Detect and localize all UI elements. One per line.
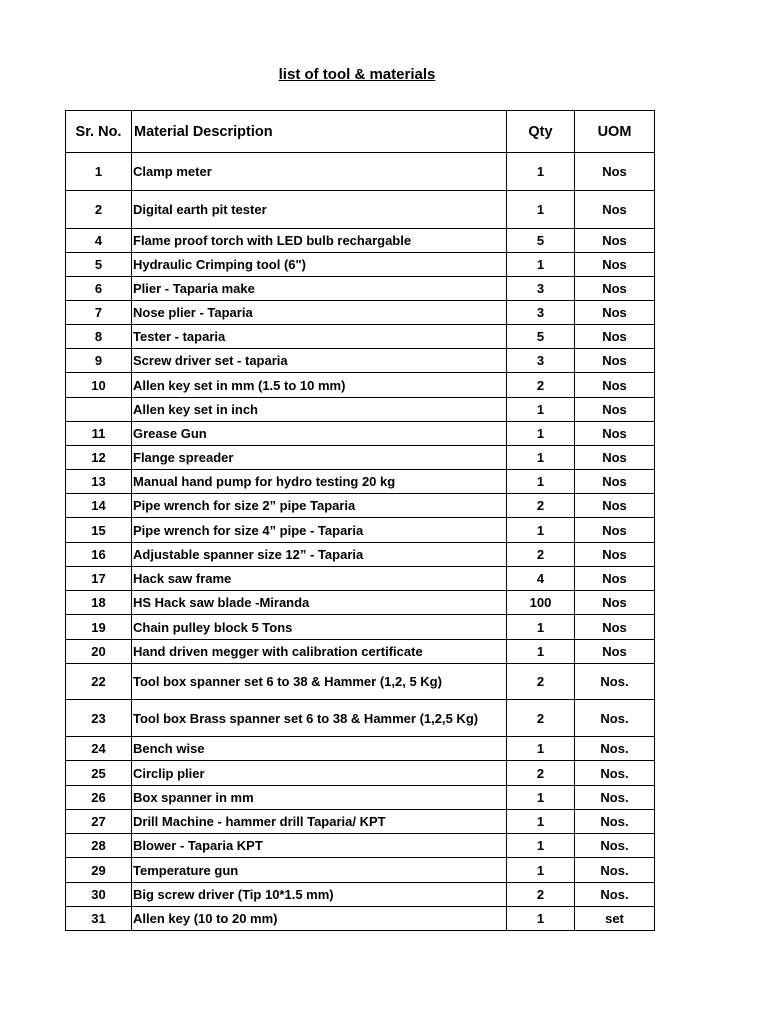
cell-uom: Nos: [575, 494, 655, 518]
cell-material-description: Allen key set in mm (1.5 to 10 mm): [132, 373, 507, 398]
cell-material-description: Hack saw frame: [132, 567, 507, 591]
table-row: [66, 907, 655, 931]
cell-sr-no: 22: [66, 664, 132, 700]
cell-material-description: Temperature gun: [132, 858, 507, 883]
table-row: [66, 277, 655, 301]
cell-qty: 2: [507, 494, 575, 518]
cell-sr-no: 16: [66, 543, 132, 567]
cell-uom: Nos: [575, 373, 655, 398]
cell-material-description: Box spanner in mm: [132, 786, 507, 810]
cell-qty: 3: [507, 349, 575, 373]
table-row: [66, 229, 655, 253]
cell-uom: Nos: [575, 191, 655, 229]
cell-qty: 2: [507, 761, 575, 786]
table-row: [66, 494, 655, 518]
table-body: [66, 153, 655, 931]
materials-table: [65, 110, 655, 931]
table-row: [66, 883, 655, 907]
table-row: [66, 834, 655, 858]
cell-uom: Nos.: [575, 810, 655, 834]
cell-sr-no: 5: [66, 253, 132, 277]
cell-material-description: Bench wise: [132, 737, 507, 761]
table-row: [66, 615, 655, 640]
cell-sr-no: 14: [66, 494, 132, 518]
cell-material-description: Nose plier - Taparia: [132, 301, 507, 325]
cell-qty: 2: [507, 664, 575, 700]
table-row: [66, 446, 655, 470]
cell-qty: 2: [507, 700, 575, 737]
cell-uom: Nos.: [575, 858, 655, 883]
table-row: [66, 422, 655, 446]
cell-sr-no: 29: [66, 858, 132, 883]
cell-qty: 1: [507, 834, 575, 858]
cell-sr-no: 20: [66, 640, 132, 664]
cell-qty: 1: [507, 737, 575, 761]
header-sr-no: Sr. No.: [66, 111, 132, 153]
cell-uom: Nos: [575, 591, 655, 615]
cell-qty: 1: [507, 810, 575, 834]
header-qty: Qty: [507, 111, 575, 153]
cell-sr-no: 1: [66, 153, 132, 191]
cell-material-description: Allen key (10 to 20 mm): [132, 907, 507, 931]
cell-material-description: Chain pulley block 5 Tons: [132, 615, 507, 640]
table-row: [66, 591, 655, 615]
cell-material-description: HS Hack saw blade -Miranda: [132, 591, 507, 615]
cell-uom: Nos: [575, 253, 655, 277]
cell-uom: Nos: [575, 567, 655, 591]
table-row: [66, 153, 655, 191]
cell-sr-no: 9: [66, 349, 132, 373]
header-material-description: Material Description: [132, 111, 507, 153]
cell-sr-no: 23: [66, 700, 132, 737]
cell-uom: Nos: [575, 543, 655, 567]
cell-qty: 2: [507, 373, 575, 398]
cell-qty: 1: [507, 253, 575, 277]
cell-sr-no: 4: [66, 229, 132, 253]
cell-sr-no: 18: [66, 591, 132, 615]
table-row: [66, 786, 655, 810]
cell-sr-no: 25: [66, 761, 132, 786]
table-header-row: [66, 111, 655, 153]
document-title: list of tool & materials: [278, 66, 436, 83]
cell-uom: Nos: [575, 615, 655, 640]
table-row: [66, 191, 655, 229]
cell-sr-no: 10: [66, 373, 132, 398]
cell-material-description: Tool box Brass spanner set 6 to 38 & Hammer (1,2,5 Kg): [132, 700, 507, 737]
cell-qty: 1: [507, 786, 575, 810]
table-row: [66, 543, 655, 567]
table-row: [66, 349, 655, 373]
cell-uom: Nos: [575, 446, 655, 470]
cell-material-description: Tester - taparia: [132, 325, 507, 349]
cell-uom: Nos.: [575, 700, 655, 737]
table-row: [66, 567, 655, 591]
table-row: [66, 398, 655, 422]
table-row: [66, 640, 655, 664]
cell-material-description: Adjustable spanner size 12” - Taparia: [132, 543, 507, 567]
cell-qty: 1: [507, 470, 575, 494]
cell-material-description: Flange spreader: [132, 446, 507, 470]
cell-uom: Nos: [575, 349, 655, 373]
cell-qty: 3: [507, 301, 575, 325]
cell-uom: Nos: [575, 640, 655, 664]
cell-material-description: Digital earth pit tester: [132, 191, 507, 229]
cell-qty: 1: [507, 518, 575, 543]
cell-sr-no: 13: [66, 470, 132, 494]
cell-qty: 2: [507, 883, 575, 907]
table-row: [66, 470, 655, 494]
cell-uom: Nos.: [575, 737, 655, 761]
cell-sr-no: 12: [66, 446, 132, 470]
cell-sr-no: 28: [66, 834, 132, 858]
table-row: [66, 664, 655, 700]
cell-material-description: Hydraulic Crimping tool (6"): [132, 253, 507, 277]
cell-material-description: Pipe wrench for size 4” pipe - Taparia: [132, 518, 507, 543]
cell-material-description: Manual hand pump for hydro testing 20 kg: [132, 470, 507, 494]
table-row: [66, 253, 655, 277]
cell-uom: Nos: [575, 470, 655, 494]
cell-material-description: Tool box spanner set 6 to 38 & Hammer (1,2, 5 Kg): [132, 664, 507, 700]
cell-qty: 1: [507, 446, 575, 470]
cell-qty: 1: [507, 615, 575, 640]
cell-sr-no: 7: [66, 301, 132, 325]
cell-uom: Nos: [575, 398, 655, 422]
cell-qty: 5: [507, 325, 575, 349]
cell-uom: Nos: [575, 277, 655, 301]
cell-sr-no: 11: [66, 422, 132, 446]
table-row: [66, 700, 655, 737]
table-row: [66, 810, 655, 834]
cell-qty: 2: [507, 543, 575, 567]
cell-sr-no: 8: [66, 325, 132, 349]
cell-uom: Nos: [575, 422, 655, 446]
cell-material-description: Grease Gun: [132, 422, 507, 446]
cell-sr-no: 31: [66, 907, 132, 931]
cell-qty: 1: [507, 640, 575, 664]
cell-material-description: Plier - Taparia make: [132, 277, 507, 301]
cell-material-description: Circlip plier: [132, 761, 507, 786]
cell-qty: 1: [507, 422, 575, 446]
cell-sr-no: 17: [66, 567, 132, 591]
cell-uom: Nos: [575, 153, 655, 191]
cell-qty: 5: [507, 229, 575, 253]
cell-sr-no: 30: [66, 883, 132, 907]
cell-qty: 100: [507, 591, 575, 615]
cell-material-description: Pipe wrench for size 2” pipe Taparia: [132, 494, 507, 518]
table-row: [66, 325, 655, 349]
table-row: [66, 301, 655, 325]
cell-qty: 1: [507, 398, 575, 422]
cell-sr-no: 19: [66, 615, 132, 640]
cell-qty: 4: [507, 567, 575, 591]
cell-uom: Nos.: [575, 664, 655, 700]
cell-uom: Nos.: [575, 761, 655, 786]
cell-uom: Nos: [575, 301, 655, 325]
cell-qty: 1: [507, 153, 575, 191]
cell-uom: Nos.: [575, 834, 655, 858]
cell-material-description: Blower - Taparia KPT: [132, 834, 507, 858]
cell-uom: Nos: [575, 518, 655, 543]
cell-qty: 1: [507, 191, 575, 229]
table-row: [66, 858, 655, 883]
cell-material-description: Hand driven megger with calibration certificate: [132, 640, 507, 664]
cell-sr-no: 24: [66, 737, 132, 761]
cell-qty: 1: [507, 907, 575, 931]
cell-uom: Nos.: [575, 883, 655, 907]
cell-uom: Nos: [575, 325, 655, 349]
cell-uom: set: [575, 907, 655, 931]
table-row: [66, 518, 655, 543]
cell-material-description: Clamp meter: [132, 153, 507, 191]
cell-qty: 1: [507, 858, 575, 883]
table-row: [66, 761, 655, 786]
header-uom: UOM: [575, 111, 655, 153]
cell-material-description: Screw driver set - taparia: [132, 349, 507, 373]
cell-material-description: Allen key set in inch: [132, 398, 507, 422]
cell-sr-no: [66, 398, 132, 422]
cell-qty: 3: [507, 277, 575, 301]
table-row: [66, 373, 655, 398]
cell-sr-no: 27: [66, 810, 132, 834]
cell-uom: Nos.: [575, 786, 655, 810]
cell-material-description: Big screw driver (Tip 10*1.5 mm): [132, 883, 507, 907]
cell-material-description: Drill Machine - hammer drill Taparia/ KPT: [132, 810, 507, 834]
cell-sr-no: 15: [66, 518, 132, 543]
cell-sr-no: 6: [66, 277, 132, 301]
table-row: [66, 737, 655, 761]
cell-uom: Nos: [575, 229, 655, 253]
cell-sr-no: 26: [66, 786, 132, 810]
cell-sr-no: 2: [66, 191, 132, 229]
cell-material-description: Flame proof torch with LED bulb rechargable: [132, 229, 507, 253]
